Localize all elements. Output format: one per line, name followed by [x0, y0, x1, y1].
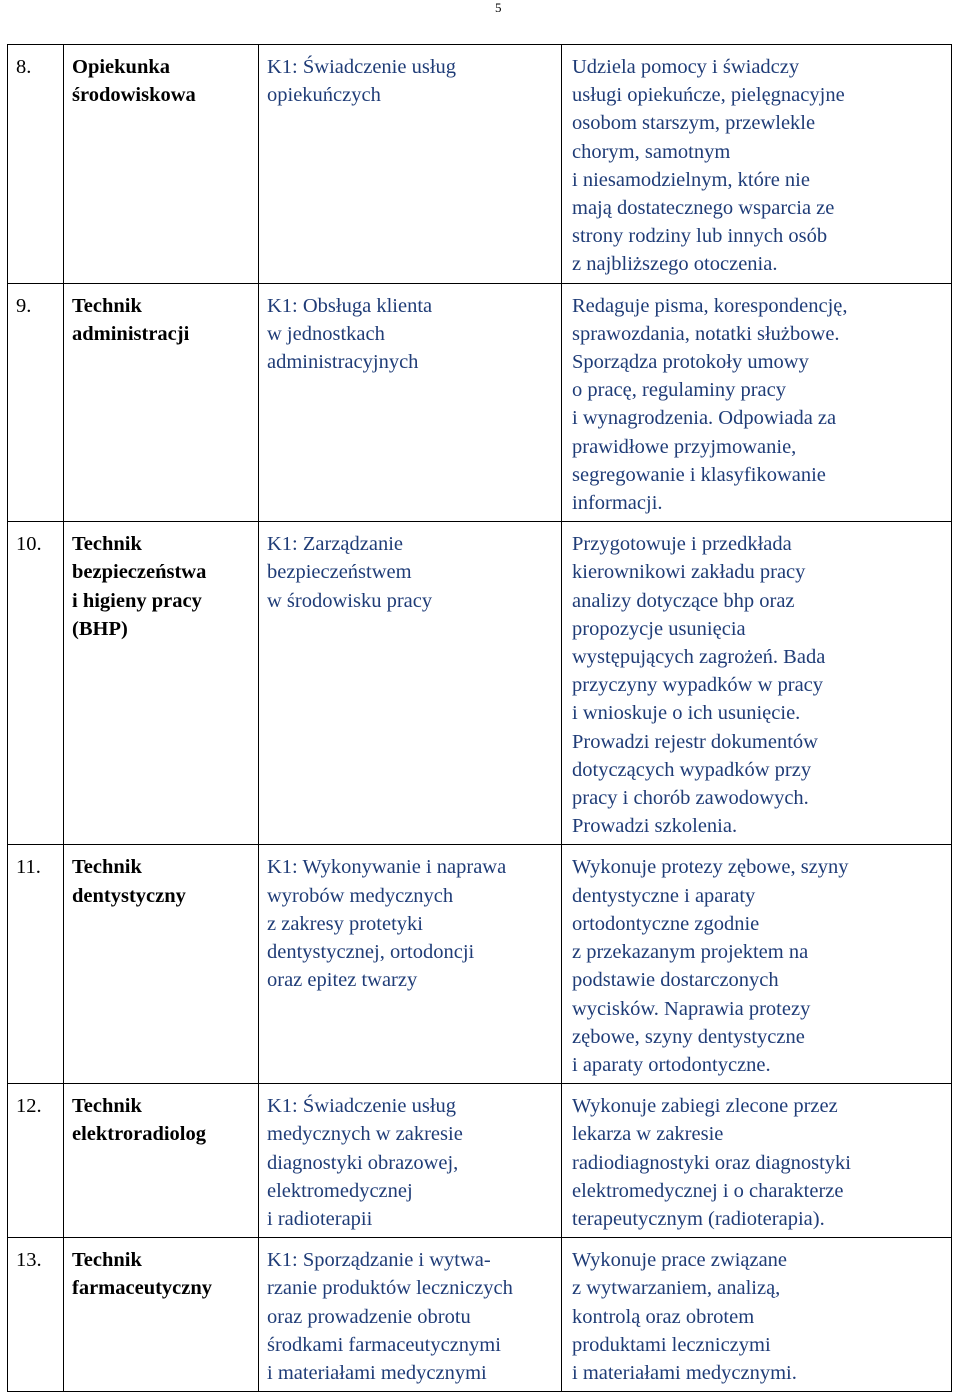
- profession-description: [562, 1084, 952, 1238]
- qualification-line: bezpieczeństwem: [267, 561, 412, 584]
- profession-description-line: i aparaty ortodontyczne.: [572, 1053, 771, 1076]
- profession-name: [64, 283, 259, 522]
- profession-description-line: analizy dotyczące bhp oraz: [572, 589, 795, 612]
- qualification-line: medycznych w zakresie: [267, 1123, 463, 1146]
- profession-name-line: dentystyczny: [72, 884, 186, 907]
- row-number: 11.: [8, 845, 64, 1084]
- profession-description-line: z przekazanym projektem na: [572, 941, 809, 964]
- profession-description-line: Wykonuje zabiegi zlecone przez: [572, 1095, 838, 1118]
- qualification: [259, 45, 562, 284]
- profession-name-line: (BHP): [72, 617, 128, 640]
- qualification: [259, 522, 562, 845]
- profession-name-line: farmaceutyczny: [72, 1277, 213, 1300]
- profession-name: [64, 45, 259, 284]
- profession-name-line: Technik: [72, 1249, 142, 1272]
- row-number: 12.: [8, 1084, 64, 1238]
- qualification-line: administracyjnych: [267, 351, 419, 374]
- profession-description-line: Prowadzi szkolenia.: [572, 815, 738, 838]
- qualification-line: i materiałami medycznymi: [267, 1361, 487, 1384]
- qualification: [259, 1238, 562, 1392]
- profession-description-line: propozycje usunięcia: [572, 617, 746, 640]
- profession-description-line: radiodiagnostyki oraz diagnostyki: [572, 1151, 851, 1174]
- profession-description-line: terapeutycznym (radioterapia).: [572, 1207, 825, 1230]
- table-row: [8, 1238, 952, 1392]
- profession-description-line: strony rodziny lub innych osób: [572, 225, 828, 248]
- profession-description-line: przyczyny wypadków w pracy: [572, 674, 824, 697]
- qualification-line: diagnostyki obrazowej,: [267, 1151, 459, 1174]
- qualification-line: w środowisku pracy: [267, 589, 433, 612]
- profession-name-line: Technik: [72, 533, 142, 556]
- qualification: [259, 1084, 562, 1238]
- profession-description-line: i wnioskuje o ich usunięcie.: [572, 702, 801, 725]
- qualification-line: wyrobów medycznych: [267, 884, 454, 907]
- profession-name-line: administracji: [72, 322, 190, 345]
- profession-description-line: Udziela pomocy i świadczy: [572, 56, 800, 78]
- qualification-line: dentystycznej, ortodoncji: [267, 941, 475, 964]
- profession-name-line: i higieny pracy: [72, 589, 202, 612]
- profession-name-line: Technik: [72, 1095, 142, 1118]
- row-number: 8.: [8, 45, 64, 284]
- profession-description-line: pracy i chorób zawodowych.: [572, 787, 809, 810]
- qualification-line: rzanie produktów leczniczych: [267, 1277, 513, 1300]
- profession-description-line: chorym, samotnym: [572, 140, 731, 163]
- profession-description-line: mają dostatecznego wsparcia ze: [572, 197, 835, 220]
- qualification-line: oraz epitez twarzy: [267, 969, 418, 992]
- profession-description: [562, 845, 952, 1084]
- profession-description-line: Przygotowuje i przedkłada: [572, 533, 792, 556]
- profession-description-line: segregowanie i klasyfikowanie: [572, 463, 826, 486]
- profession-description: [562, 45, 952, 284]
- qualification-line: z zakresy protetyki: [267, 912, 423, 935]
- profession-description-line: produktami leczniczymi: [572, 1333, 771, 1356]
- profession-name-line: środowiskowa: [72, 84, 196, 107]
- table-row: [8, 283, 952, 522]
- qualification-line: oraz prowadzenie obrotu: [267, 1305, 471, 1328]
- profession-name-line: Opiekunka: [72, 56, 170, 78]
- qualification-line: i radioterapii: [267, 1207, 373, 1230]
- profession-name-line: bezpieczeństwa: [72, 561, 207, 584]
- profession-description-line: Redaguje pisma, korespondencję,: [572, 294, 848, 317]
- profession-name: [64, 1084, 259, 1238]
- qualification-line: K1: Świadczenie usług: [267, 1095, 457, 1118]
- table-row: [8, 1084, 952, 1238]
- profession-description-line: z wytwarzaniem, analizą,: [572, 1277, 781, 1300]
- profession-description-line: lekarza w zakresie: [572, 1123, 724, 1146]
- profession-description-line: ortodontyczne zgodnie: [572, 912, 760, 935]
- profession-description: [562, 1238, 952, 1392]
- qualification-line: K1: Sporządzanie i wytwa-: [267, 1249, 491, 1272]
- profession-description-line: Wykonuje protezy zębowe, szyny: [572, 856, 849, 879]
- qualification-line: K1: Świadczenie usług: [267, 56, 457, 78]
- profession-description-line: Wykonuje prace związane: [572, 1249, 788, 1272]
- profession-description-line: usługi opiekuńcze, pielęgnacyjne: [572, 84, 845, 107]
- qualification-line: K1: Obsługa klienta: [267, 294, 433, 317]
- profession-description: [562, 283, 952, 522]
- qualification-line: w jednostkach: [267, 322, 385, 345]
- row-number: 13.: [8, 1238, 64, 1392]
- profession-name: [64, 845, 259, 1084]
- profession-description-line: dotyczących wypadków przy: [572, 758, 812, 781]
- profession-description-line: Prowadzi rejestr dokumentów: [572, 730, 818, 753]
- profession-name: [64, 522, 259, 845]
- profession-description-line: występujących zagrożeń. Bada: [572, 646, 826, 669]
- profession-description-line: kierownikowi zakładu pracy: [572, 561, 806, 584]
- table-row: [8, 845, 952, 1084]
- profession-description-line: i materiałami medycznymi.: [572, 1361, 797, 1384]
- profession-name-line: Technik: [72, 856, 142, 879]
- profession-name: [64, 1238, 259, 1392]
- table-row: [8, 45, 952, 284]
- qualification-line: K1: Zarządzanie: [267, 533, 404, 556]
- profession-description-line: zębowe, szyny dentystyczne: [572, 1025, 805, 1048]
- qualification-line: K1: Wykonywanie i naprawa: [267, 856, 507, 879]
- profession-description-line: z najbliższego otoczenia.: [572, 253, 778, 276]
- qualification-line: elektromedycznej: [267, 1179, 413, 1202]
- profession-name-line: elektroradiolog: [72, 1123, 206, 1146]
- profession-description: [562, 522, 952, 845]
- professions-table: [7, 44, 952, 1392]
- profession-description-line: prawidłowe przyjmowanie,: [572, 435, 797, 458]
- profession-description-line: wycisków. Naprawia protezy: [572, 997, 811, 1020]
- row-number: 10.: [8, 522, 64, 845]
- profession-description-line: i niesamodzielnym, które nie: [572, 168, 810, 191]
- profession-description-line: dentystyczne i aparaty: [572, 884, 756, 907]
- profession-description-line: podstawie dostarczonych: [572, 969, 779, 992]
- qualification: [259, 283, 562, 522]
- qualification-line: środkami farmaceutycznymi: [267, 1333, 501, 1356]
- table-row: [8, 522, 952, 845]
- profession-name-line: Technik: [72, 294, 142, 317]
- profession-description-line: kontrolą oraz obrotem: [572, 1305, 755, 1328]
- profession-description-line: o pracę, regulaminy pracy: [572, 379, 787, 402]
- profession-description-line: elektromedycznej i o charakterze: [572, 1179, 844, 1202]
- row-number: 9.: [8, 283, 64, 522]
- profession-description-line: osobom starszym, przewlekle: [572, 112, 816, 135]
- profession-description-line: Sporządza protokoły umowy: [572, 351, 809, 374]
- page-number: 5: [495, 0, 502, 15]
- profession-description-line: informacji.: [572, 492, 663, 515]
- qualification: [259, 845, 562, 1084]
- profession-description-line: i wynagrodzenia. Odpowiada za: [572, 407, 837, 430]
- qualification-line: opiekuńczych: [267, 84, 381, 107]
- profession-description-line: sprawozdania, notatki służbowe.: [572, 322, 840, 345]
